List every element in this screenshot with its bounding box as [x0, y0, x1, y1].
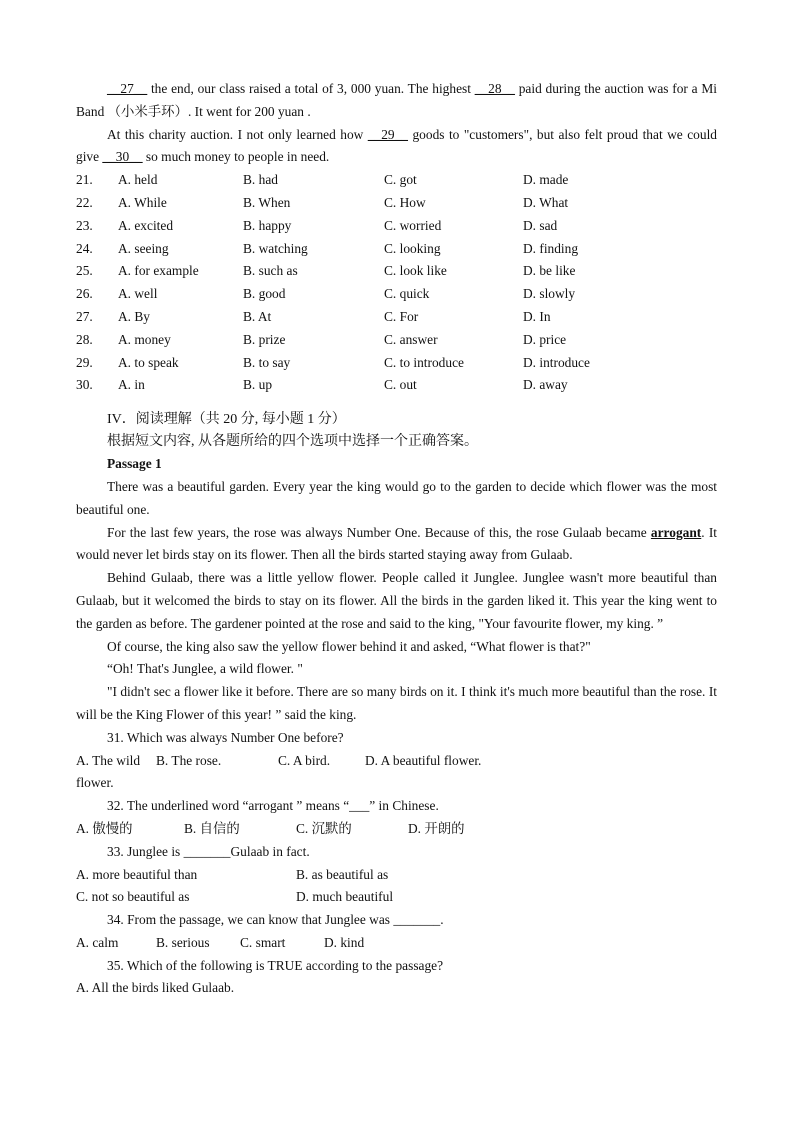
cloze-question-row: 21. A. held B. had C. got D. made: [76, 172, 569, 188]
option: D. kind: [324, 934, 365, 950]
option: D. A beautiful flower.: [365, 752, 482, 768]
blank-28: __28__: [474, 81, 515, 96]
question-34-options: [76, 932, 717, 955]
cloze-question-row: 25. A. for example B. such as C. look like D. be like: [76, 263, 576, 279]
question-35-option-a: A. All the birds liked Gulaab.: [76, 980, 235, 996]
section-instruction: 根据短文内容, 从各题所给的四个选项中选择一个正确答案。: [107, 434, 478, 450]
option: C. A bird.: [278, 752, 331, 768]
question-34: 34. From the passage, we can know that Junglee was _______.: [107, 912, 444, 928]
section-heading: IV．阅读理解（共 20 分, 每小题 1 分）: [107, 412, 346, 428]
question-33-options: [76, 864, 717, 910]
option: C. smart: [240, 934, 286, 950]
cloze-paragraph-2: At this charity auction. I not only learned how __29__ goods to "customers", but also felt proud that we could give __30__ so much money to people in need.: [76, 126, 717, 165]
cloze-question-row: 24. A. seeing B. watching C. looking D. finding: [76, 240, 579, 256]
passage-paragraph-6: "I didn't sec a flower like it before. There are so many birds on it. I think it's much more beautiful than the rose. It will be the King Flower of this year! ” said the king.: [76, 684, 717, 722]
cloze-question-row: 27. A. By B. At C. For D. In: [76, 308, 551, 324]
passage-title: Passage 1: [107, 456, 162, 472]
exam-page: [76, 78, 717, 1000]
option: A. 傲慢的: [76, 820, 133, 836]
option: C. 沉默的: [296, 820, 352, 836]
passage-paragraph-3: Behind Gulaab, there was a little yellow flower. People called it Junglee. Junglee wasn't more beautiful than Gulaab, but it welcomed the birds to stay on its flower. All the birds in the garden liked it. This year the king went to the garden as before. The gardener pointed at the rose and said to the king, "Your favourite flower, my king. ”: [76, 570, 717, 631]
blank-29: __29__: [367, 126, 408, 142]
question-32: 32. The underlined word “arrogant ” means “___” in Chinese.: [107, 798, 439, 814]
option: C. not so beautiful as: [76, 889, 190, 905]
option: A. The wild flower.: [76, 752, 141, 791]
question-31-options: [76, 750, 717, 796]
option: B. serious: [156, 934, 210, 950]
cloze-options-list: [76, 169, 717, 397]
option: B. as beautiful as: [296, 866, 389, 882]
passage-paragraph-4: Of course, the king also saw the yellow flower behind it and asked, “What flower is that?": [107, 638, 591, 654]
cloze-question-row: 22. A. While B. When C. How D. What: [76, 194, 569, 210]
blank-27: __27__: [107, 81, 148, 96]
cloze-question-row: 26. A. well B. good C. quick D. slowly: [76, 286, 576, 302]
option: D. much beautiful: [296, 889, 394, 905]
underlined-word: arrogant: [650, 524, 702, 540]
cloze-question-row: 28. A. money B. prize C. answer D. price: [76, 331, 567, 347]
passage-paragraph-2: For the last few years, the rose was always Number One. Because of this, the rose Gulaab became arrogant. It would never let birds stay on its flower. Then all the birds started staying away from Gulaab.: [76, 524, 718, 563]
question-32-options: [76, 818, 717, 841]
cloze-question-row: 23. A. excited B. happy C. worried D. sad: [76, 217, 558, 233]
cloze-question-row: 30. A. in B. up C. out D. away: [76, 377, 568, 393]
question-31: 31. Which was always Number One before?: [107, 729, 344, 745]
passage-paragraph-5: “Oh! That's Junglee, a wild flower. ": [107, 661, 303, 677]
question-33: 33. Junglee is _______Gulaab in fact.: [107, 843, 310, 859]
blank-30: __30__: [102, 149, 143, 165]
option: D. 开朗的: [408, 820, 465, 836]
cloze-question-row: 29. A. to speak B. to say C. to introduce D. introduce: [76, 354, 590, 370]
option: A. calm: [76, 934, 119, 950]
question-35: 35. Which of the following is TRUE according to the passage?: [107, 957, 444, 973]
passage-paragraph-1: There was a beautiful garden. Every year the king would go to the garden to decide which flower was the most beautiful one.: [76, 478, 717, 517]
option: B. 自信的: [184, 820, 240, 836]
cloze-paragraph-1: __27__ the end, our class raised a total of 3, 000 yuan. The highest __28__ paid during the auction was for a Mi Band （小米手环）. It went for 200 yuan .: [76, 81, 718, 119]
option: A. more beautiful than: [76, 866, 198, 882]
option: B. The rose.: [156, 752, 222, 768]
